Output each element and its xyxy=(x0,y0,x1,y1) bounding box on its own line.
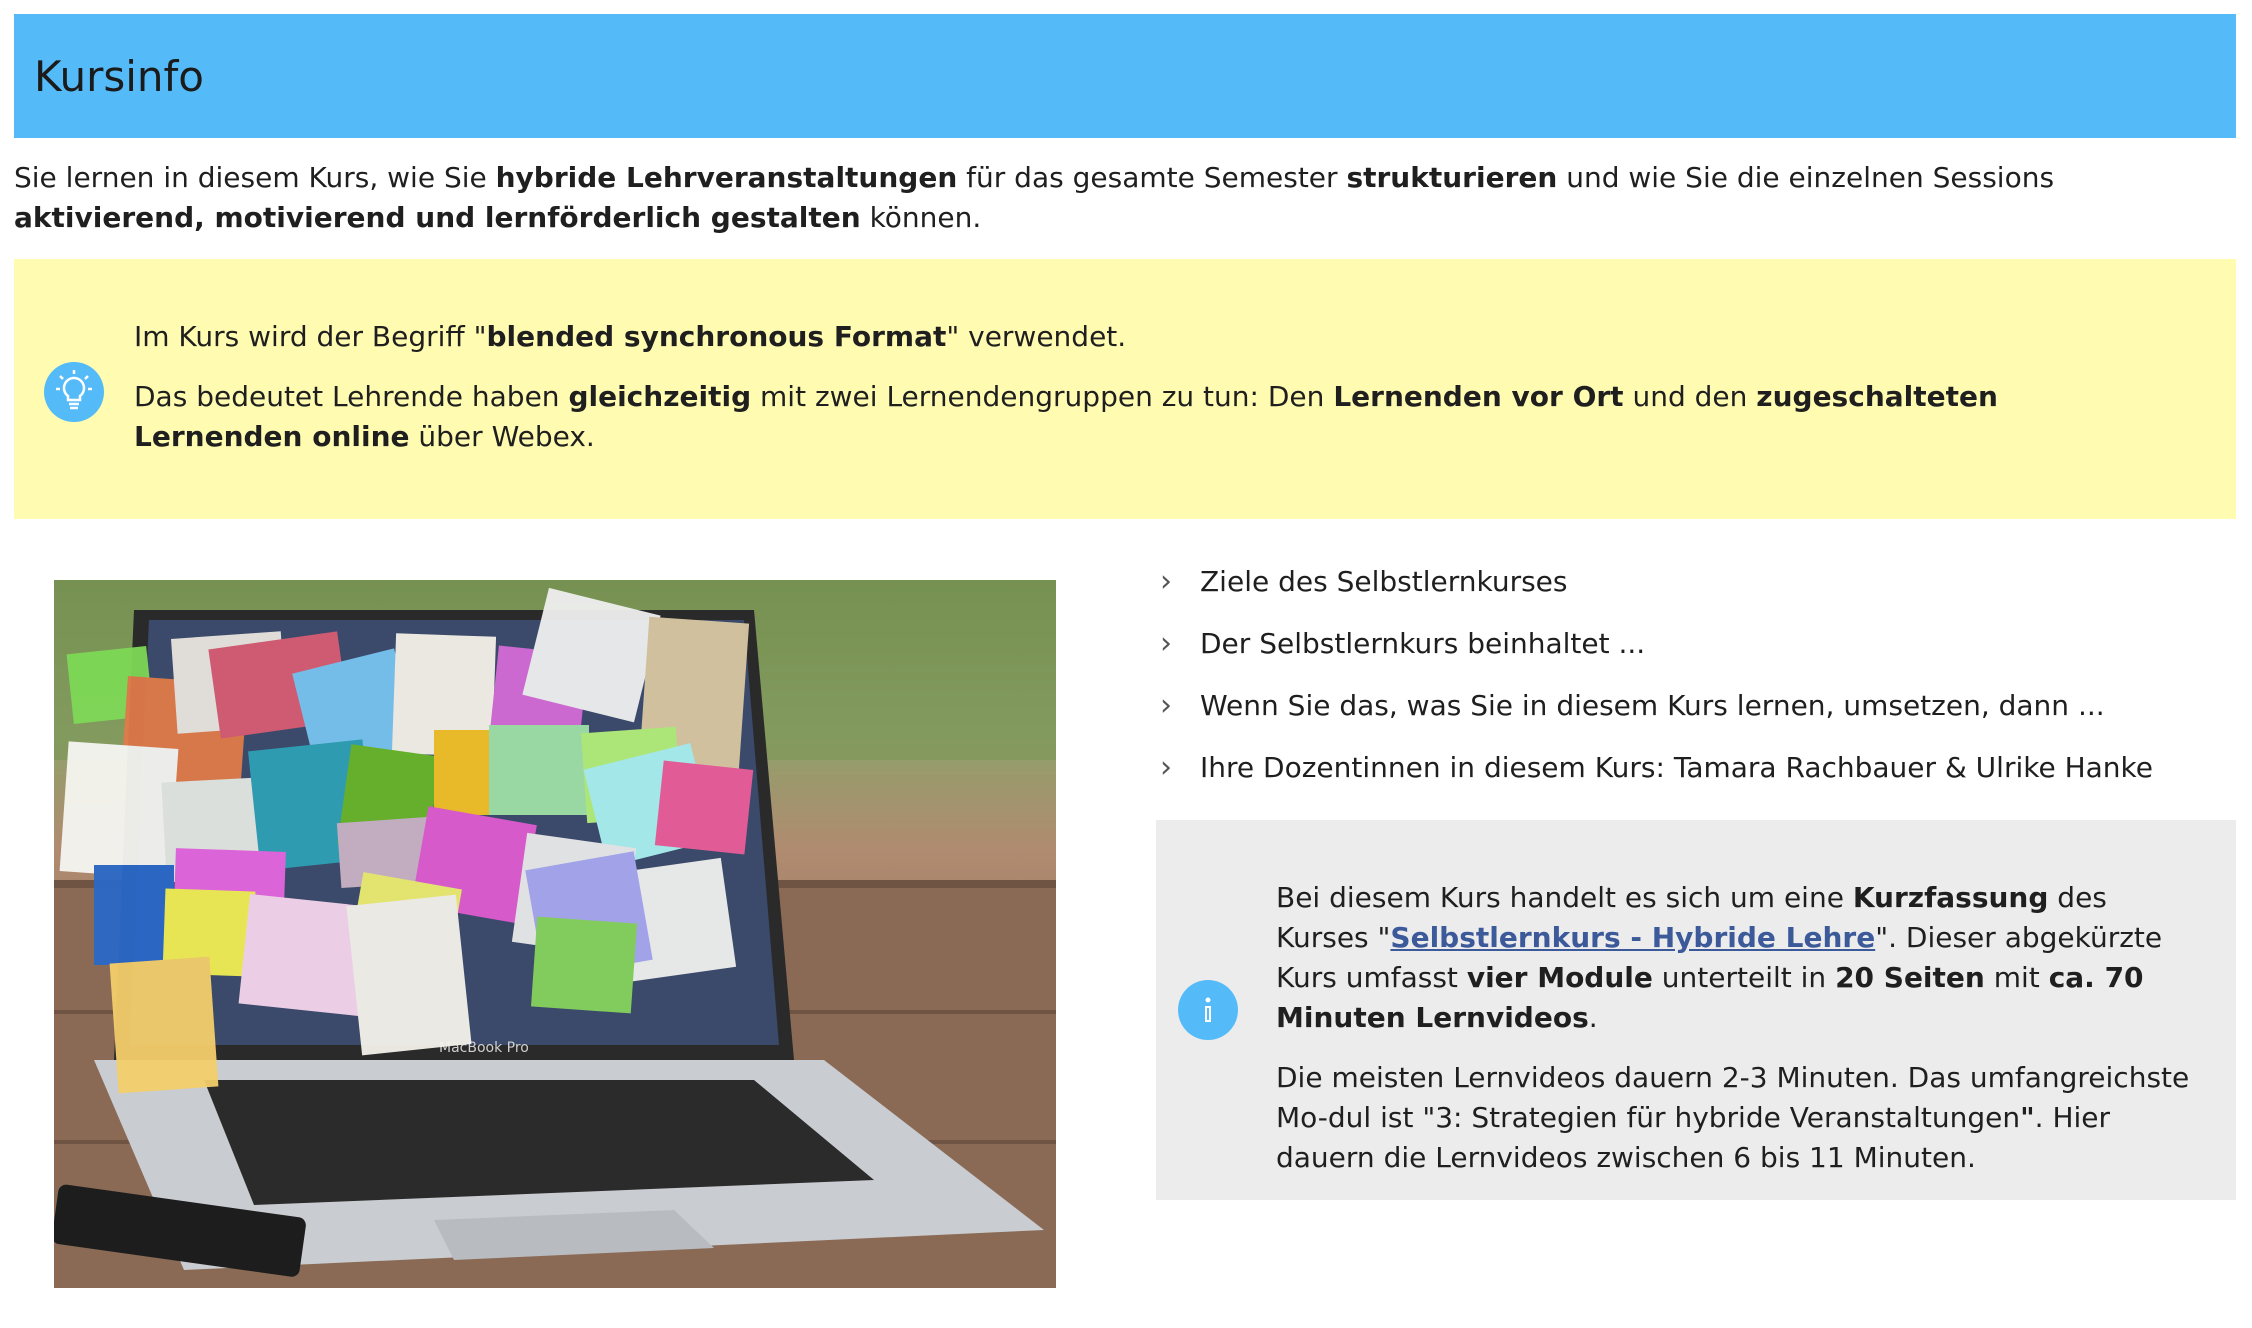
hint-bold: Lernenden vor Ort xyxy=(1333,380,1624,413)
accordion-item-umsetzen[interactable] xyxy=(1160,674,2220,736)
chevron-right-icon: › xyxy=(1160,749,1172,785)
hint-text-part: " verwendet. xyxy=(946,320,1127,353)
lightbulb-icon xyxy=(44,362,104,422)
laptop-label: MacBook Pro xyxy=(439,1040,529,1056)
hint-text-part: mit zwei Lernendengruppen zu tun: Den xyxy=(751,380,1334,413)
info-icon xyxy=(1178,980,1238,1040)
info-text-part: Die meisten Lernvideos dauern 2-3 Minuten. Das umfangreichste Mo-dul ist "3: Strategien für hybride Veranstaltungen xyxy=(1276,1061,2190,1134)
intro-bold: hybride Lehrveranstaltungen xyxy=(495,161,958,194)
info-text-part: unterteilt in xyxy=(1652,961,1836,994)
intro-text xyxy=(14,158,2236,238)
chevron-right-icon: › xyxy=(1160,687,1172,723)
info-text-part: ". Dieser abgekürzte Kurs umfasst xyxy=(1276,921,2163,994)
intro-bold: strukturieren xyxy=(1346,161,1558,194)
hint-text-part: Das bedeutet Lehrende haben xyxy=(134,380,569,413)
info-paragraph-1 xyxy=(1276,878,2196,1038)
hint-paragraph-1 xyxy=(134,317,2176,357)
intro-text-part: und wie Sie die einzelnen Sessions xyxy=(1557,161,2055,194)
course-link[interactable]: Selbstlernkurs - Hybride Lehre xyxy=(1390,921,1876,954)
info-text-part: Bei diesem Kurs handelt es sich um eine xyxy=(1276,881,1853,914)
info-text-part: . Hier dauern die Lernvideos zwischen 6 bis 11 Minuten. xyxy=(1276,1101,2111,1174)
laptop-sticky-notes-image xyxy=(54,580,1056,1288)
info-paragraph-2 xyxy=(1276,1058,2196,1178)
hint-bold: gleichzeitig xyxy=(568,380,752,413)
info-text-part: . xyxy=(1588,1001,1598,1034)
info-bold: " xyxy=(2020,1101,2035,1134)
accordion-item-label: Der Selbstlernkurs beinhaltet ... xyxy=(1200,626,1646,660)
info-bold: ca. 70 Minuten Lernvideos xyxy=(1276,961,2144,1034)
accordion-item-dozentinnen[interactable] xyxy=(1160,736,2220,798)
hint-text xyxy=(134,317,2176,477)
intro-bold: aktivierend, motivierend und lernförderlich gestalten xyxy=(14,201,861,234)
header-banner xyxy=(14,14,2236,138)
accordion-item-ziele[interactable] xyxy=(1160,550,2220,612)
chevron-right-icon: › xyxy=(1160,563,1172,599)
chevron-right-icon: › xyxy=(1160,625,1172,661)
hint-bold: blended synchronous Format xyxy=(486,320,947,353)
hint-paragraph-2 xyxy=(134,377,2176,457)
page-title: Kursinfo xyxy=(34,51,204,101)
accordion-item-label: Ihre Dozentinnen in diesem Kurs: Tamara Rachbauer & Ulrike Hanke xyxy=(1200,750,2153,784)
intro-text-part: Sie lernen in diesem Kurs, wie Sie xyxy=(14,161,496,194)
info-text xyxy=(1276,878,2196,1198)
info-text-part: des Kurses " xyxy=(1276,881,2107,954)
hint-bold: zugeschalteten Lernenden online xyxy=(134,380,1998,453)
accordion-item-beinhaltet[interactable] xyxy=(1160,612,2220,674)
intro-text-part: können. xyxy=(860,201,982,234)
info-box xyxy=(1156,820,2236,1200)
info-text-part: mit xyxy=(1984,961,2049,994)
hint-text-part: Im Kurs wird der Begriff " xyxy=(134,320,487,353)
intro-text-part: für das gesamte Semester xyxy=(957,161,1347,194)
hint-box xyxy=(14,259,2236,519)
laptop-illustration xyxy=(54,580,1056,1288)
info-bold: Kurzfassung xyxy=(1852,881,2049,914)
accordion-item-label: Ziele des Selbstlernkurses xyxy=(1200,564,1568,598)
accordion-item-label: Wenn Sie das, was Sie in diesem Kurs lernen, umsetzen, dann ... xyxy=(1200,688,2105,722)
hint-text-part: über Webex. xyxy=(409,420,595,453)
info-bold: vier Module xyxy=(1466,961,1653,994)
info-bold: 20 Seiten xyxy=(1835,961,1985,994)
hint-text-part: und den xyxy=(1623,380,1757,413)
accordion-menu xyxy=(1160,550,2220,798)
